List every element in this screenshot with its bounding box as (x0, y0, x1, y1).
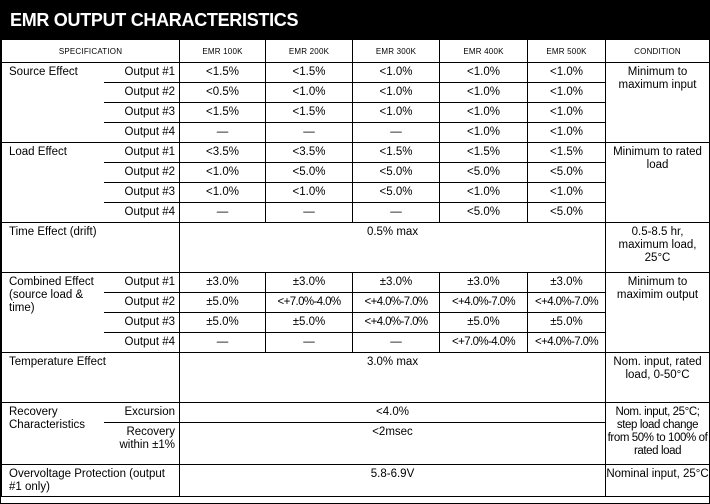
combined-effect-condition: Minimum to maximim output (606, 273, 710, 353)
source-effect-label: Source Effect (2, 63, 104, 143)
value-cell: <1.5% (180, 63, 266, 83)
output-label: Output #4 (104, 333, 180, 353)
table-row (2, 273, 710, 293)
load-effect-label: Load Effect (2, 143, 104, 223)
output-label: Output #1 (104, 63, 180, 83)
value-cell: — (353, 123, 440, 143)
value-cell: <+4.0%-7.0% (353, 313, 440, 333)
output-label: Output #3 (104, 313, 180, 333)
recovery-label: Recovery Characteristics (2, 403, 104, 465)
value-cell: <1.0% (528, 103, 606, 123)
value-cell: ±5.0% (180, 293, 266, 313)
source-effect-condition: Minimum to maximum input (606, 63, 710, 143)
value-cell: ±3.0% (266, 273, 353, 293)
value-cell: <1.5% (353, 143, 440, 163)
value-cell: <1.0% (353, 63, 440, 83)
value-cell: <0.5% (180, 83, 266, 103)
output-label: Output #3 (104, 183, 180, 203)
table-row (2, 63, 710, 83)
characteristics-table (1, 39, 710, 497)
value-cell: <1.0% (528, 183, 606, 203)
value-cell: <1.5% (528, 143, 606, 163)
header-emr-300k: EMR 300K (353, 40, 440, 63)
value-cell: <1.0% (528, 83, 606, 103)
value-cell: ±5.0% (180, 313, 266, 333)
value-cell: <+4.0%-7.0% (528, 333, 606, 353)
overvoltage-condition: Nominal input, 25°C (606, 465, 710, 497)
recovery-condition: Nom. input, 25°C; step load change from 50% to 100% of rated load (606, 403, 710, 465)
value-cell: <5.0% (353, 183, 440, 203)
value-cell: <5.0% (440, 163, 528, 183)
table-row (2, 223, 710, 273)
value-cell: <1.0% (353, 83, 440, 103)
value-cell: <1.0% (440, 183, 528, 203)
output-label: Output #4 (104, 123, 180, 143)
table-row (2, 333, 710, 353)
header-emr-200k: EMR 200K (266, 40, 353, 63)
value-cell: <+4.0%-7.0% (528, 293, 606, 313)
overvoltage-label: Overvoltage Protection (output #1 only) (2, 465, 180, 497)
value-cell: <5.0% (353, 163, 440, 183)
value-cell: <+4.0%-7.0% (353, 293, 440, 313)
table-row (2, 353, 710, 403)
value-cell: <1.0% (440, 63, 528, 83)
header-emr-500k: EMR 500K (528, 40, 606, 63)
value-cell: <5.0% (528, 163, 606, 183)
temperature-effect-condition: Nom. input, rated load, 0-50°C (606, 353, 710, 403)
output-label: Output #3 (104, 103, 180, 123)
value-cell: <3.5% (180, 143, 266, 163)
table-row (2, 203, 710, 223)
value-cell: <1.0% (528, 63, 606, 83)
recovery-excursion-label: Excursion (104, 403, 180, 423)
header-condition: CONDITION (606, 40, 710, 63)
value-cell: ±3.0% (180, 273, 266, 293)
value-cell: <1.0% (528, 123, 606, 143)
header-emr-400k: EMR 400K (440, 40, 528, 63)
value-cell: <+4.0%-7.0% (440, 293, 528, 313)
table-row (2, 313, 710, 333)
value-cell: — (180, 203, 266, 223)
table-row (2, 465, 710, 497)
overvoltage-value: 5.8-6.9V (180, 465, 606, 497)
time-effect-label: Time Effect (drift) (2, 223, 180, 273)
table-row (2, 83, 710, 103)
output-label: Output #4 (104, 203, 180, 223)
value-cell: — (180, 123, 266, 143)
value-cell: <1.5% (180, 103, 266, 123)
value-cell: <1.0% (266, 83, 353, 103)
table-row (2, 423, 710, 465)
output-label: Output #1 (104, 143, 180, 163)
combined-effect-label: Combined Effect (source load & time) (2, 273, 104, 353)
output-label: Output #2 (104, 163, 180, 183)
output-label: Output #2 (104, 83, 180, 103)
value-cell: <1.0% (440, 123, 528, 143)
table-row (2, 103, 710, 123)
value-cell: — (266, 203, 353, 223)
table-row (2, 293, 710, 313)
value-cell: ±5.0% (266, 313, 353, 333)
table-row (2, 163, 710, 183)
value-cell: <1.5% (440, 143, 528, 163)
recovery-within-label: Recovery within ±1% (104, 423, 180, 465)
value-cell: ±3.0% (353, 273, 440, 293)
value-cell: ±3.0% (528, 273, 606, 293)
table-row (2, 403, 710, 423)
recovery-within-value: <2msec (180, 423, 606, 465)
header-row (2, 40, 710, 63)
value-cell: <1.0% (180, 163, 266, 183)
output-label: Output #1 (104, 273, 180, 293)
value-cell: <1.0% (440, 103, 528, 123)
value-cell: <1.0% (180, 183, 266, 203)
value-cell: — (266, 123, 353, 143)
value-cell: <1.0% (440, 83, 528, 103)
value-cell: <5.0% (440, 203, 528, 223)
value-cell: <+7.0%-4.0% (440, 333, 528, 353)
value-cell: <1.0% (353, 103, 440, 123)
table-title: EMR OUTPUT CHARACTERISTICS (1, 1, 709, 39)
value-cell: ±5.0% (440, 313, 528, 333)
table-row (2, 123, 710, 143)
time-effect-value: 0.5% max (180, 223, 606, 273)
value-cell: ±5.0% (528, 313, 606, 333)
time-effect-condition: 0.5-8.5 hr, maximum load, 25°C (606, 223, 710, 273)
table-row (2, 143, 710, 163)
load-effect-condition: Minimum to rated load (606, 143, 710, 223)
header-specification: SPECIFICATION (2, 40, 180, 63)
value-cell: <5.0% (528, 203, 606, 223)
value-cell: — (180, 333, 266, 353)
value-cell: <1.5% (266, 103, 353, 123)
value-cell: — (353, 203, 440, 223)
value-cell: ±3.0% (440, 273, 528, 293)
value-cell: <5.0% (266, 163, 353, 183)
value-cell: — (353, 333, 440, 353)
table-row (2, 183, 710, 203)
header-emr-100k: EMR 100K (180, 40, 266, 63)
temperature-effect-value: 3.0% max (180, 353, 606, 403)
output-label: Output #2 (104, 293, 180, 313)
value-cell: <1.0% (266, 183, 353, 203)
value-cell: <3.5% (266, 143, 353, 163)
value-cell: <1.5% (266, 63, 353, 83)
recovery-excursion-value: <4.0% (180, 403, 606, 423)
value-cell: — (266, 333, 353, 353)
temperature-effect-label: Temperature Effect (2, 353, 180, 403)
value-cell: <+7.0%-4.0% (266, 293, 353, 313)
